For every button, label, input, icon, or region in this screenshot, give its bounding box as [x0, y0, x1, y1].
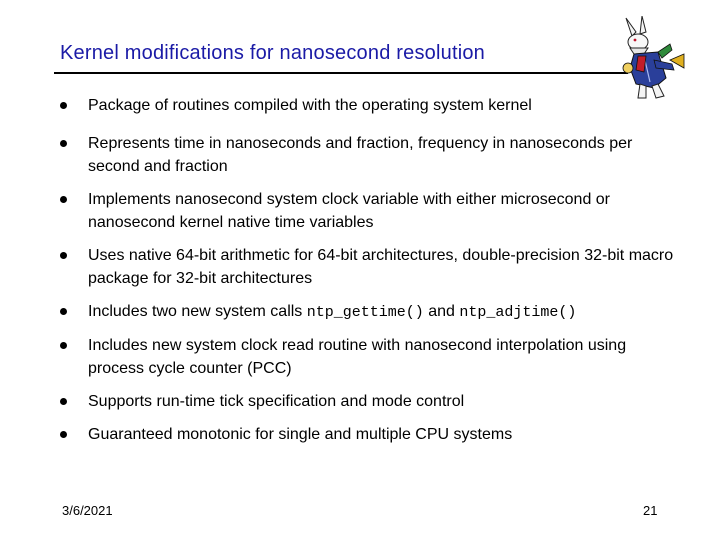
bullet-item	[58, 188, 678, 234]
bullet-dot-icon	[60, 308, 67, 315]
bullet-dot-icon	[60, 140, 67, 147]
bullet-dot-icon	[60, 342, 67, 349]
bullet-text: Guaranteed monotonic for single and multiple CPU systems	[88, 426, 513, 443]
bullet-dot-icon	[60, 431, 67, 438]
bullet-item	[58, 94, 678, 117]
bullet-item	[58, 423, 678, 446]
code-ntp-gettime: ntp_gettime()	[306, 304, 424, 321]
bullet-dot-icon	[60, 398, 67, 405]
bullet-dot-icon	[60, 196, 67, 203]
code-ntp-adjtime: ntp_adjtime()	[459, 304, 577, 321]
bullet-item	[58, 334, 678, 380]
bullet-item	[58, 132, 678, 178]
title-bar	[54, 40, 628, 74]
bullet-text: Supports run-time tick specification and mode control	[88, 393, 465, 410]
slide-title: Kernel modifications for nanosecond resolution	[60, 42, 486, 64]
page-number: 21	[643, 503, 658, 518]
bullet-item	[58, 300, 678, 324]
bullet-item	[58, 390, 678, 413]
bullet-dot-icon	[60, 102, 67, 109]
bullet-text: Represents time in nanoseconds and fraction, frequency in nanoseconds per second and fraction	[88, 135, 633, 175]
bullet-text: Includes two new system calls	[88, 303, 307, 320]
bullet-text: Uses native 64-bit arithmetic for 64-bit architectures, double-precision 32-bit macro package for 32-bit architectures	[88, 247, 674, 287]
bullet-item	[58, 244, 678, 290]
bullet-dot-icon	[60, 252, 67, 259]
bullet-text: Implements nanosecond system clock variable with either microsecond or nanosecond kernel native time variables	[88, 191, 611, 231]
bullet-list	[58, 94, 678, 461]
bullet-text: Package of routines compiled with the operating system kernel	[88, 97, 532, 114]
bullet-text-joiner: and	[423, 303, 460, 320]
bullet-text: Includes new system clock read routine with nanosecond interpolation using process cycle counter (PCC)	[88, 337, 627, 377]
footer-date: 3/6/2021	[62, 503, 113, 518]
white-rabbit-icon	[614, 16, 688, 102]
